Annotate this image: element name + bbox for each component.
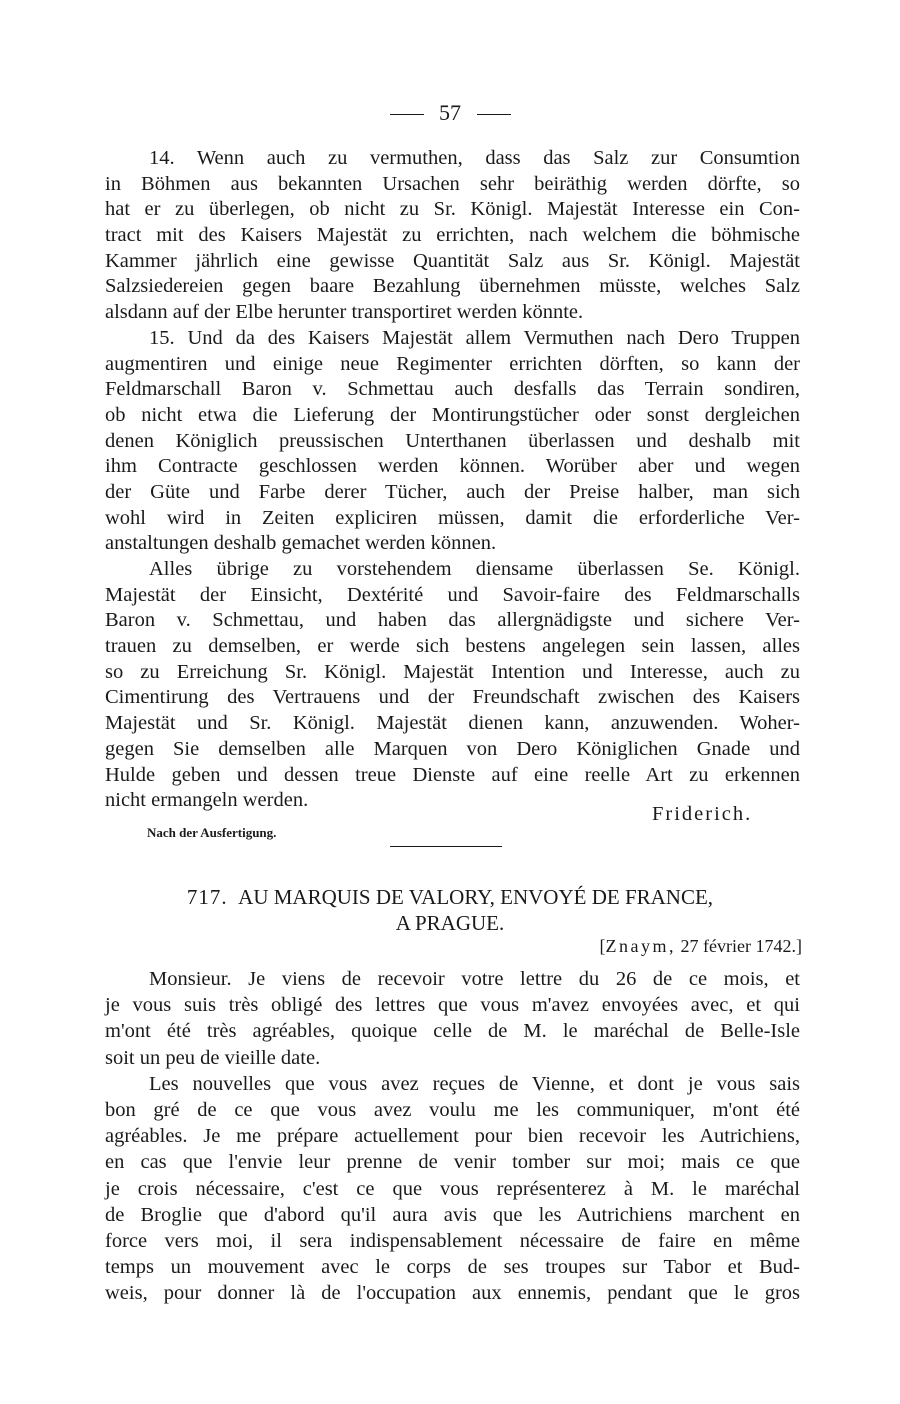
text-line: ihm Contracte geschlossen werden können. Worüber aber und wegen bbox=[105, 455, 800, 478]
source-note: Nach der Ausfertigung. bbox=[147, 825, 277, 840]
section-german-body bbox=[105, 146, 800, 814]
text-line: 15. Und da des Kaisers Majestät allem Vermuthen nach Dero Truppen bbox=[149, 326, 800, 349]
header-dash-right bbox=[477, 114, 511, 115]
text-line: gegen Sie demselben alle Marquen von Dero Königlichen Gnade und bbox=[105, 737, 800, 760]
text-line: anstaltungen deshalb gemachet werden können. bbox=[105, 532, 497, 555]
text-line: denen Königlich preussischen Unterthanen überlassen und deshalb mit bbox=[105, 429, 800, 452]
text-line: Monsieur. Je viens de recevoir votre lettre du 26 de ce mois, et bbox=[149, 968, 800, 990]
text-line: Majestät und Sr. Königl. Majestät dienen kann, anzuwenden. Woher- bbox=[105, 712, 800, 735]
text-line: m'ont été très agréables, quoique celle de M. le maréchal de Belle-Isle bbox=[105, 1020, 800, 1043]
text-line: Les nouvelles que vous avez reçues de Vienne, et dont je vous sais bbox=[149, 1072, 800, 1095]
text-line: de Broglie que d'abord qu'il aura avis que les Autrichiens marchent en bbox=[105, 1203, 800, 1226]
text-line: tract mit des Kaisers Majestät zu errichten, nach welchem die böhmische bbox=[105, 224, 800, 247]
text-line: Majestät der Einsicht, Dextérité und Savoir-faire des Feldmarschalls bbox=[105, 583, 800, 606]
text-line: ob nicht etwa die Lieferung der Montirungstücher oder sonst dergleichen bbox=[105, 403, 800, 426]
text-line: 14. Wenn auch zu vermuthen, dass das Salz zur Consumtion bbox=[149, 147, 800, 169]
text-line: Cimentirung des Vertrauens und der Freundschaft zwischen des Kaisers bbox=[105, 686, 800, 709]
section-french-body bbox=[105, 966, 800, 1306]
dateline-bracket: [ bbox=[599, 936, 606, 956]
text-line: hat er zu überlegen, ob nicht zu Sr. Königl. Majestät Interesse ein Con- bbox=[105, 198, 800, 221]
signature: Friderich. bbox=[652, 803, 753, 825]
text-line: je vous suis très obligé des lettres que vous m'avez envoyées avec, et qui bbox=[105, 994, 800, 1017]
text-line: je crois nécessaire, c'est ce que vous représenterez à M. le maréchal bbox=[105, 1177, 800, 1200]
text-line: Salzsiedereien gegen baare Bezahlung übernehmen müsste, welches Salz bbox=[105, 275, 800, 298]
text-line: alsdann auf der Elbe herunter transportiret werden könnte. bbox=[105, 301, 584, 324]
text-line: weis, pour donner là de l'occupation aux ennemis, pendant que le gros bbox=[105, 1282, 800, 1305]
header-dash-left bbox=[390, 114, 424, 115]
document-number: 717. bbox=[186, 885, 228, 909]
text-line: nicht ermangeln werden. bbox=[105, 789, 309, 812]
page-header bbox=[0, 100, 900, 126]
text-line: Alles übrige zu vorstehendem diensame überlassen Se. Königl. bbox=[149, 558, 800, 580]
text-line: agréables. Je me prépare actuellement pour bien recevoir les Autrichiens, bbox=[105, 1125, 800, 1148]
document-heading bbox=[130, 884, 770, 936]
text-line: Baron v. Schmettau, und haben das allergnädigste und sichere Ver- bbox=[105, 609, 800, 632]
section-divider bbox=[390, 846, 502, 847]
text-line: trauen zu demselben, er werde sich bestens angelegen sein lassen, alles bbox=[105, 635, 800, 658]
text-line: augmentiren und einige neue Regimenter errichten dörften, so kann der bbox=[105, 352, 800, 375]
text-line: temps un mouvement avec le corps de ses troupes sur Tabor et Bud- bbox=[105, 1256, 800, 1279]
text-line: Hulde geben und dessen treue Dienste auf eine reelle Art zu erkennen bbox=[105, 763, 800, 786]
text-line: wohl wird in Zeiten expliciren müssen, damit die erforderliche Ver- bbox=[105, 506, 800, 529]
heading-line-2: A PRAGUE. bbox=[395, 911, 505, 935]
text-line: en cas que l'envie leur prenne de venir tomber sur moi; mais ce que bbox=[105, 1151, 800, 1174]
text-line: in Böhmen aus bekannten Ursachen sehr beiräthig werden dörfte, so bbox=[105, 172, 800, 195]
text-line: so zu Erreichung Sr. Königl. Majestät Intention und Interesse, auch zu bbox=[105, 660, 800, 683]
dateline-date: 27 février 1742.] bbox=[680, 936, 802, 956]
heading-recipient: AU MARQUIS DE VALORY, ENVOYÉ DE FRANCE, bbox=[238, 885, 714, 909]
text-line: Kammer jährlich eine gewisse Quantität Salz aus Sr. Königl. Majestät bbox=[105, 249, 800, 272]
page-number: 57 bbox=[439, 100, 461, 125]
text-line: Feldmarschall Baron v. Schmettau auch desfalls das Terrain sondiren, bbox=[105, 378, 800, 401]
text-line: force vers moi, il sera indispensablement nécessaire de faire en même bbox=[105, 1229, 800, 1252]
heading-line-1 bbox=[130, 884, 770, 910]
text-line: der Güte und Farbe derer Tücher, auch der Preise halber, man sich bbox=[105, 480, 800, 503]
text-line: bon gré de ce que vous avez voulu me les communiquer, m'ont été bbox=[105, 1098, 800, 1121]
text-line: soit un peu de vieille date. bbox=[105, 1046, 321, 1069]
dateline bbox=[600, 936, 802, 957]
dateline-place: Znaym, bbox=[605, 936, 677, 956]
